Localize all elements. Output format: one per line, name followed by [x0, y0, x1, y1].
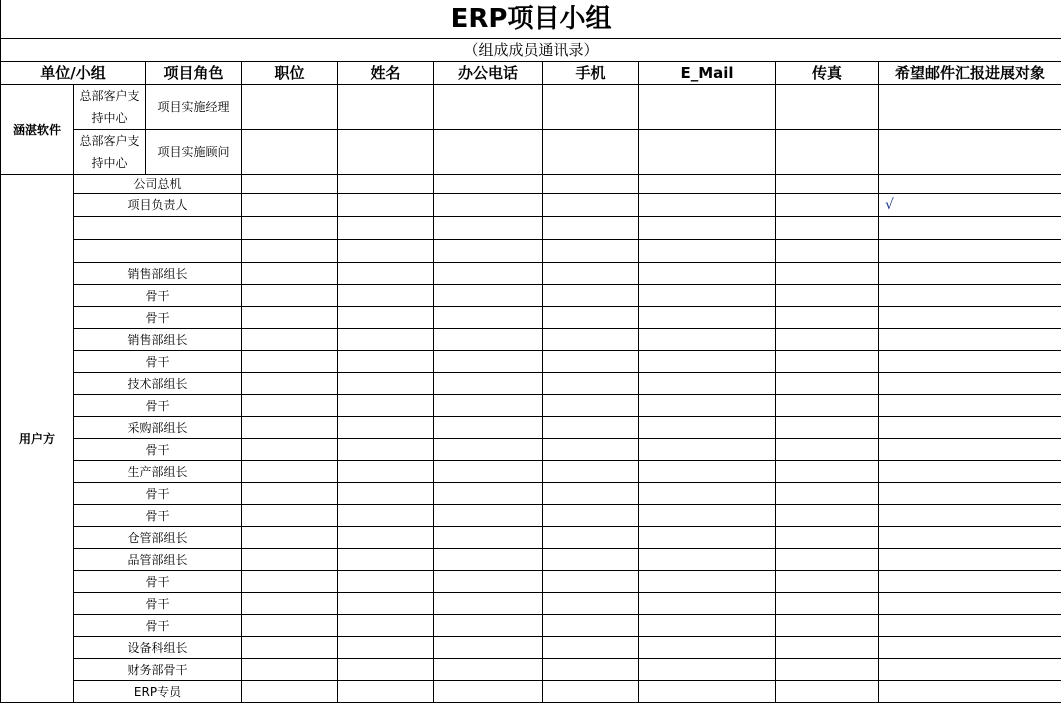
client-report-target-cell[interactable] [879, 240, 1061, 263]
client-role-cell[interactable]: 骨干 [74, 615, 242, 637]
client-position-cell[interactable] [242, 263, 338, 285]
client-role-cell[interactable]: 项目负责人 [74, 194, 242, 217]
client-email-cell[interactable] [639, 659, 776, 681]
header-office-phone[interactable]: 办公电话 [434, 62, 543, 85]
client-fax-cell[interactable] [776, 373, 879, 395]
client-mobile-cell[interactable] [543, 175, 639, 194]
client-position-cell[interactable] [242, 194, 338, 217]
client-row [1, 439, 1061, 461]
client-role-cell[interactable]: ERP专员 [74, 681, 242, 703]
client-row [1, 240, 1061, 263]
client-email-cell[interactable] [639, 217, 776, 240]
vendor-company-cell[interactable]: 涵湛软件 [1, 85, 74, 175]
client-row [1, 329, 1061, 351]
client-row [1, 593, 1061, 615]
client-position-cell[interactable] [242, 527, 338, 549]
client-position-cell[interactable] [242, 505, 338, 527]
vendor-position-cell[interactable] [242, 85, 338, 130]
client-email-cell[interactable] [639, 439, 776, 461]
client-fax-cell[interactable] [776, 571, 879, 593]
client-office-phone-cell[interactable] [434, 373, 543, 395]
client-fax-cell[interactable] [776, 307, 879, 329]
client-row [1, 681, 1061, 703]
client-office-phone-cell[interactable] [434, 681, 543, 703]
header-position[interactable]: 职位 [242, 62, 338, 85]
client-name-cell[interactable] [338, 217, 434, 240]
header-mobile[interactable]: 手机 [543, 62, 639, 85]
client-report-target-cell[interactable] [879, 659, 1061, 681]
client-mobile-cell[interactable] [543, 615, 639, 637]
client-email-cell[interactable] [639, 637, 776, 659]
client-report-target-cell[interactable] [879, 637, 1061, 659]
client-name-cell[interactable] [338, 439, 434, 461]
client-role-cell[interactable]: 骨干 [74, 593, 242, 615]
client-position-cell[interactable] [242, 571, 338, 593]
vendor-mobile-cell[interactable] [543, 85, 639, 130]
client-position-cell[interactable] [242, 615, 338, 637]
client-office-phone-cell[interactable] [434, 439, 543, 461]
client-email-cell[interactable] [639, 240, 776, 263]
header-email[interactable]: E_Mail [639, 62, 776, 85]
client-mobile-cell[interactable] [543, 439, 639, 461]
client-mobile-cell[interactable] [543, 637, 639, 659]
client-mobile-cell[interactable] [543, 351, 639, 373]
client-row [1, 527, 1061, 549]
client-role-cell[interactable]: 骨干 [74, 395, 242, 417]
client-position-cell[interactable] [242, 240, 338, 263]
client-position-cell[interactable] [242, 395, 338, 417]
client-role-cell[interactable]: 财务部骨干 [74, 659, 242, 681]
vendor-position-cell[interactable] [242, 130, 338, 175]
client-office-phone-cell[interactable] [434, 351, 543, 373]
client-office-phone-cell[interactable] [434, 505, 543, 527]
client-name-cell[interactable] [338, 461, 434, 483]
client-report-target-cell[interactable] [879, 505, 1061, 527]
vendor-name-cell[interactable] [338, 130, 434, 175]
client-office-phone-cell[interactable] [434, 175, 543, 194]
client-report-target-cell[interactable] [879, 307, 1061, 329]
client-fax-cell[interactable] [776, 615, 879, 637]
client-office-phone-cell[interactable] [434, 417, 543, 439]
client-mobile-cell[interactable] [543, 395, 639, 417]
client-mobile-cell[interactable] [543, 505, 639, 527]
vendor-email-cell[interactable] [639, 85, 776, 130]
client-role-cell[interactable]: 采购部组长 [74, 417, 242, 439]
client-email-cell[interactable] [639, 194, 776, 217]
client-fax-cell[interactable] [776, 194, 879, 217]
client-report-target-cell[interactable] [879, 527, 1061, 549]
client-row [1, 659, 1061, 681]
client-position-cell[interactable] [242, 593, 338, 615]
client-role-cell[interactable]: 公司总机 [74, 175, 242, 194]
client-label-cell[interactable]: 用户方 [1, 175, 74, 703]
client-email-cell[interactable] [639, 505, 776, 527]
client-email-cell[interactable] [639, 285, 776, 307]
client-fax-cell[interactable] [776, 461, 879, 483]
client-name-cell[interactable] [338, 329, 434, 351]
client-role-cell[interactable]: 技术部组长 [74, 373, 242, 395]
client-office-phone-cell[interactable] [434, 659, 543, 681]
vendor-row [1, 130, 1061, 175]
client-role-cell[interactable]: 销售部组长 [74, 263, 242, 285]
client-position-cell[interactable] [242, 329, 338, 351]
client-mobile-cell[interactable] [543, 483, 639, 505]
client-mobile-cell[interactable] [543, 681, 639, 703]
header-unit[interactable]: 单位/小组 [1, 62, 146, 85]
client-report-target-cell[interactable] [879, 681, 1061, 703]
client-email-cell[interactable] [639, 417, 776, 439]
vendor-email-cell[interactable] [639, 130, 776, 175]
client-mobile-cell[interactable] [543, 373, 639, 395]
client-fax-cell[interactable] [776, 593, 879, 615]
client-report-target-cell[interactable] [879, 439, 1061, 461]
client-report-target-cell[interactable] [879, 395, 1061, 417]
client-row [1, 505, 1061, 527]
client-fax-cell[interactable] [776, 217, 879, 240]
client-position-cell[interactable] [242, 417, 338, 439]
header-report-target[interactable]: 希望邮件汇报进展对象 [879, 62, 1061, 85]
client-name-cell[interactable] [338, 571, 434, 593]
client-row [1, 483, 1061, 505]
client-position-cell[interactable] [242, 483, 338, 505]
client-office-phone-cell[interactable] [434, 395, 543, 417]
client-email-cell[interactable] [639, 681, 776, 703]
client-report-target-cell[interactable] [879, 373, 1061, 395]
client-office-phone-cell[interactable] [434, 527, 543, 549]
client-fax-cell[interactable] [776, 285, 879, 307]
client-report-target-cell[interactable] [879, 351, 1061, 373]
vendor-office-phone-cell[interactable] [434, 130, 543, 175]
client-fax-cell[interactable] [776, 659, 879, 681]
client-name-cell[interactable] [338, 240, 434, 263]
client-row [1, 285, 1061, 307]
client-mobile-cell[interactable] [543, 194, 639, 217]
client-role-cell[interactable]: 骨干 [74, 571, 242, 593]
vendor-office-phone-cell[interactable] [434, 85, 543, 130]
client-mobile-cell[interactable] [543, 329, 639, 351]
client-name-cell[interactable] [338, 395, 434, 417]
client-office-phone-cell[interactable] [434, 329, 543, 351]
client-office-phone-cell[interactable] [434, 461, 543, 483]
client-role-cell[interactable]: 骨干 [74, 505, 242, 527]
client-role-cell[interactable]: 仓管部组长 [74, 527, 242, 549]
vendor-report-target-cell[interactable] [879, 130, 1061, 175]
client-fax-cell[interactable] [776, 637, 879, 659]
client-row [1, 351, 1061, 373]
client-row [1, 194, 1061, 217]
client-report-target-cell[interactable] [879, 461, 1061, 483]
client-fax-cell[interactable] [776, 175, 879, 194]
vendor-role-cell[interactable]: 项目实施经理 [146, 85, 242, 130]
client-mobile-cell[interactable] [543, 417, 639, 439]
client-email-cell[interactable] [639, 395, 776, 417]
client-mobile-cell[interactable] [543, 461, 639, 483]
client-role-cell[interactable] [74, 240, 242, 263]
client-office-phone-cell[interactable] [434, 549, 543, 571]
sheet-title[interactable]: ERP项目小组 [1, 0, 1061, 39]
client-office-phone-cell[interactable] [434, 593, 543, 615]
client-fax-cell[interactable] [776, 240, 879, 263]
client-role-cell[interactable]: 骨干 [74, 285, 242, 307]
client-mobile-cell[interactable] [543, 571, 639, 593]
vendor-dept-cell[interactable]: 总部客户支持中心 [74, 85, 146, 130]
client-office-phone-cell[interactable] [434, 615, 543, 637]
client-mobile-cell[interactable] [543, 527, 639, 549]
vendor-role-cell[interactable]: 项目实施顾问 [146, 130, 242, 175]
client-mobile-cell[interactable] [543, 263, 639, 285]
client-position-cell[interactable] [242, 681, 338, 703]
client-fax-cell[interactable] [776, 329, 879, 351]
client-mobile-cell[interactable] [543, 659, 639, 681]
client-position-cell[interactable] [242, 439, 338, 461]
client-position-cell[interactable] [242, 637, 338, 659]
client-name-cell[interactable] [338, 483, 434, 505]
client-row [1, 417, 1061, 439]
client-report-target-cell[interactable]: √ [879, 194, 1061, 217]
client-office-phone-cell[interactable] [434, 637, 543, 659]
vendor-name-cell[interactable] [338, 85, 434, 130]
client-position-cell[interactable] [242, 285, 338, 307]
client-fax-cell[interactable] [776, 263, 879, 285]
vendor-row [1, 85, 1061, 130]
client-position-cell[interactable] [242, 217, 338, 240]
client-role-cell[interactable]: 骨干 [74, 483, 242, 505]
client-report-target-cell[interactable] [879, 175, 1061, 194]
client-report-target-cell[interactable] [879, 571, 1061, 593]
client-name-cell[interactable] [338, 194, 434, 217]
header-name[interactable]: 姓名 [338, 62, 434, 85]
client-email-cell[interactable] [639, 175, 776, 194]
client-name-cell[interactable] [338, 351, 434, 373]
client-name-cell[interactable] [338, 285, 434, 307]
client-email-cell[interactable] [639, 461, 776, 483]
client-office-phone-cell[interactable] [434, 483, 543, 505]
client-email-cell[interactable] [639, 571, 776, 593]
client-row [1, 571, 1061, 593]
client-role-cell[interactable]: 设备科组长 [74, 637, 242, 659]
client-name-cell[interactable] [338, 527, 434, 549]
client-mobile-cell[interactable] [543, 593, 639, 615]
client-email-cell[interactable] [639, 615, 776, 637]
client-fax-cell[interactable] [776, 505, 879, 527]
client-report-target-cell[interactable] [879, 549, 1061, 571]
client-position-cell[interactable] [242, 373, 338, 395]
client-fax-cell[interactable] [776, 417, 879, 439]
client-row [1, 615, 1061, 637]
client-role-cell[interactable]: 骨干 [74, 439, 242, 461]
client-name-cell[interactable] [338, 505, 434, 527]
client-email-cell[interactable] [639, 527, 776, 549]
client-office-phone-cell[interactable] [434, 571, 543, 593]
client-row [1, 217, 1061, 240]
header-row [1, 62, 1061, 85]
vendor-mobile-cell[interactable] [543, 130, 639, 175]
client-fax-cell[interactable] [776, 681, 879, 703]
client-row [1, 637, 1061, 659]
client-name-cell[interactable] [338, 659, 434, 681]
client-row [1, 395, 1061, 417]
client-name-cell[interactable] [338, 307, 434, 329]
vendor-fax-cell[interactable] [776, 130, 879, 175]
client-mobile-cell[interactable] [543, 240, 639, 263]
client-email-cell[interactable] [639, 263, 776, 285]
client-row [1, 461, 1061, 483]
vendor-fax-cell[interactable] [776, 85, 879, 130]
client-office-phone-cell[interactable] [434, 307, 543, 329]
client-role-cell[interactable]: 骨干 [74, 351, 242, 373]
client-office-phone-cell[interactable] [434, 194, 543, 217]
client-name-cell[interactable] [338, 373, 434, 395]
client-name-cell[interactable] [338, 615, 434, 637]
client-role-cell[interactable]: 品管部组长 [74, 549, 242, 571]
client-mobile-cell[interactable] [543, 285, 639, 307]
header-role[interactable]: 项目角色 [146, 62, 242, 85]
client-position-cell[interactable] [242, 549, 338, 571]
client-email-cell[interactable] [639, 593, 776, 615]
client-fax-cell[interactable] [776, 483, 879, 505]
sheet-subtitle[interactable]: （组成成员通讯录） [1, 39, 1061, 62]
client-name-cell[interactable] [338, 263, 434, 285]
client-fax-cell[interactable] [776, 439, 879, 461]
client-name-cell[interactable] [338, 637, 434, 659]
client-report-target-cell[interactable] [879, 615, 1061, 637]
client-row [1, 549, 1061, 571]
client-office-phone-cell[interactable] [434, 217, 543, 240]
client-row [1, 307, 1061, 329]
client-email-cell[interactable] [639, 351, 776, 373]
client-role-cell[interactable]: 生产部组长 [74, 461, 242, 483]
client-report-target-cell[interactable] [879, 483, 1061, 505]
client-name-cell[interactable] [338, 549, 434, 571]
client-position-cell[interactable] [242, 307, 338, 329]
client-email-cell[interactable] [639, 329, 776, 351]
client-name-cell[interactable] [338, 175, 434, 194]
client-mobile-cell[interactable] [543, 307, 639, 329]
client-position-cell[interactable] [242, 351, 338, 373]
client-email-cell[interactable] [639, 483, 776, 505]
client-row [1, 263, 1061, 285]
client-report-target-cell[interactable] [879, 285, 1061, 307]
client-position-cell[interactable] [242, 461, 338, 483]
client-role-cell[interactable] [74, 217, 242, 240]
vendor-report-target-cell[interactable] [879, 85, 1061, 130]
client-row [1, 175, 1061, 194]
client-report-target-cell[interactable] [879, 417, 1061, 439]
client-office-phone-cell[interactable] [434, 285, 543, 307]
client-position-cell[interactable] [242, 175, 338, 194]
vendor-dept-cell[interactable]: 总部客户支持中心 [74, 130, 146, 175]
client-office-phone-cell[interactable] [434, 263, 543, 285]
client-mobile-cell[interactable] [543, 549, 639, 571]
client-report-target-cell[interactable] [879, 329, 1061, 351]
client-email-cell[interactable] [639, 307, 776, 329]
client-name-cell[interactable] [338, 593, 434, 615]
client-fax-cell[interactable] [776, 395, 879, 417]
client-office-phone-cell[interactable] [434, 240, 543, 263]
client-fax-cell[interactable] [776, 527, 879, 549]
client-position-cell[interactable] [242, 659, 338, 681]
client-role-cell[interactable]: 销售部组长 [74, 329, 242, 351]
client-mobile-cell[interactable] [543, 217, 639, 240]
client-report-target-cell[interactable] [879, 593, 1061, 615]
client-role-cell[interactable]: 骨干 [74, 307, 242, 329]
client-email-cell[interactable] [639, 373, 776, 395]
header-fax[interactable]: 传真 [776, 62, 879, 85]
client-report-target-cell[interactable] [879, 217, 1061, 240]
client-name-cell[interactable] [338, 681, 434, 703]
client-email-cell[interactable] [639, 549, 776, 571]
client-report-target-cell[interactable] [879, 263, 1061, 285]
client-fax-cell[interactable] [776, 549, 879, 571]
client-fax-cell[interactable] [776, 351, 879, 373]
client-name-cell[interactable] [338, 417, 434, 439]
client-row [1, 373, 1061, 395]
